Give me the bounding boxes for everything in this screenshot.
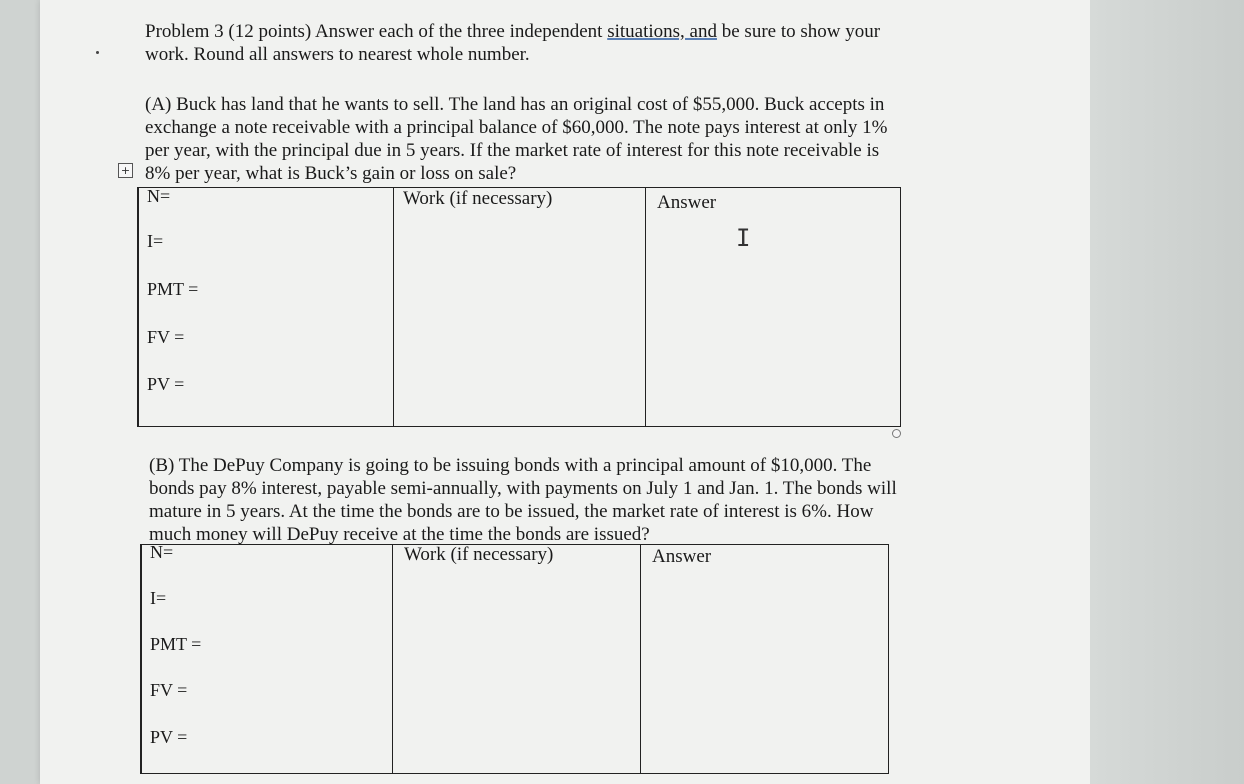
n-label: N=	[150, 542, 174, 562]
fv-label: FV =	[147, 327, 185, 347]
part-b-line: (B) The DePuy Company is going to be issuing bonds with a principal amount of $10,000. The	[149, 455, 872, 476]
background-edge	[1090, 0, 1244, 784]
instructions-line-2: work. Round all answers to nearest whole number.	[145, 44, 530, 65]
fv-label: FV =	[150, 680, 188, 700]
part-a-answer-cell[interactable]	[646, 188, 901, 427]
n-label: N=	[147, 186, 171, 206]
part-a-variables-cell[interactable]	[138, 188, 394, 427]
stray-mark	[96, 51, 99, 54]
part-b-question[interactable]	[149, 454, 897, 546]
part-a-line: exchange a note receivable with a principal balance of $60,000. The note pays interest at only 1%	[145, 117, 888, 138]
pmt-label: PMT =	[150, 634, 202, 654]
part-b-line: much money will DePuy receive at the time the bonds are issued?	[149, 524, 650, 545]
text-cursor-icon: I	[736, 224, 751, 252]
part-b-variables-cell[interactable]	[141, 542, 393, 774]
pmt-label: PMT =	[147, 279, 199, 299]
part-b-line: bonds pay 8% interest, payable semi-annually, with payments on July 1 and Jan. 1. The bonds will	[149, 478, 897, 499]
table-move-handle-icon[interactable]: +	[118, 163, 133, 178]
i-label: I=	[150, 588, 167, 608]
part-b-answer-cell[interactable]	[641, 545, 889, 774]
i-label: I=	[147, 231, 164, 251]
table-resize-handle-icon[interactable]	[892, 429, 901, 438]
part-b-table	[140, 544, 889, 774]
instructions-line-1: Problem 3 (12 points) Answer each of the three independent situations, and be sure to show your	[145, 21, 881, 42]
part-a-table	[137, 187, 901, 427]
work-header: Work (if necessary)	[403, 188, 553, 209]
part-b-line: mature in 5 years. At the time the bonds are to be issued, the market rate of interest is 6%. How	[149, 501, 874, 522]
part-a-line: 8% per year, what is Buck’s gain or loss on sale?	[145, 163, 517, 184]
part-a-work-cell[interactable]	[394, 188, 646, 427]
answer-header: Answer	[652, 546, 712, 567]
part-a-question[interactable]	[145, 93, 887, 185]
grammar-flag[interactable]: situations, and	[607, 21, 717, 42]
problem-instructions[interactable]	[145, 20, 880, 66]
pv-label: PV =	[150, 727, 188, 747]
part-b-work-cell[interactable]	[393, 545, 641, 774]
part-a-line: per year, with the principal due in 5 years. If the market rate of interest for this note receivable is	[145, 140, 880, 161]
work-header: Work (if necessary)	[404, 544, 554, 565]
answer-header: Answer	[657, 192, 717, 213]
pv-label: PV =	[147, 374, 185, 394]
part-a-line: (A) Buck has land that he wants to sell. The land has an original cost of $55,000. Buck accepts in	[145, 94, 885, 115]
